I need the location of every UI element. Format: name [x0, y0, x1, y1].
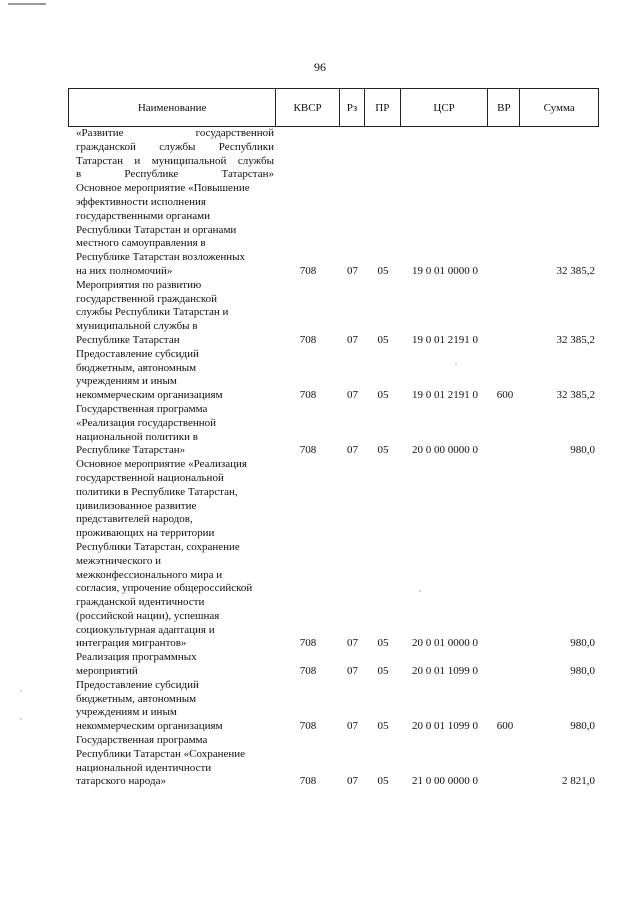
row-pr: 05 [377, 637, 389, 650]
row-name-line: Основное мероприятие «Повышение [76, 182, 250, 195]
row-name-line: Государственная программа [76, 402, 208, 415]
table-row [68, 403, 599, 458]
row-rz: 07 [347, 264, 358, 277]
header-kvsr: КВСР [276, 89, 340, 126]
row-name-line: татарского народа» [76, 775, 166, 788]
row-name-line: Республики Татарстан и органами [76, 223, 237, 236]
row-pr: 05 [377, 389, 389, 402]
table-header [68, 88, 599, 127]
row-vr: 600 [496, 389, 514, 402]
row-name [68, 403, 276, 458]
table-body [68, 127, 599, 789]
row-kvsr: 708 [299, 389, 317, 402]
row-name-line: некоммерческим организациям [76, 389, 223, 402]
row-name-line: бюджетным, автономным [76, 692, 197, 705]
row-csr: 20 0 01 1099 0 [412, 720, 478, 733]
row-name-line: Предоставление субсидий [76, 347, 199, 360]
row-name-line: цивилизованное развитие [76, 499, 197, 512]
row-pr: 05 [377, 444, 389, 457]
row-sum: 980,0 [570, 720, 595, 733]
row-name-line: службы Республики Татарстан и [76, 306, 229, 319]
scan-speck [20, 690, 22, 692]
row-name [68, 279, 276, 348]
row-kvsr: 708 [299, 665, 317, 678]
row-name-line: государственной гражданской [76, 292, 218, 305]
row-name-line: национальной политики в [76, 430, 198, 443]
row-pr: 05 [377, 775, 389, 788]
row-name-line: эффективности исполнения [76, 195, 206, 208]
row-rz: 07 [347, 775, 358, 788]
row-csr: 20 0 01 1099 0 [412, 665, 478, 678]
row-name-line: Реализация программных [76, 651, 197, 664]
row-name [68, 182, 276, 279]
row-rz: 07 [347, 665, 358, 678]
row-name-line: представителей народов, [76, 513, 193, 526]
row-pr: 05 [377, 720, 389, 733]
page-number: 96 [314, 60, 326, 74]
row-sum: 32 385,2 [556, 333, 595, 346]
row-pr: 05 [377, 333, 389, 346]
row-name-line: политики в Республике Татарстан, [76, 485, 238, 498]
scan-speck [419, 590, 421, 592]
row-name-line: Государственная программа [76, 734, 208, 747]
header-pr: ПР [365, 89, 401, 126]
row-name-line: межэтнического и [76, 554, 161, 567]
row-name-line: Основное мероприятие «Реализация [76, 458, 247, 471]
row-pr: 05 [377, 665, 389, 678]
row-name-line: учреждениям и иным [76, 706, 177, 719]
row-name-line: «Развитие государственной [76, 127, 274, 139]
row-kvsr: 708 [299, 333, 317, 346]
row-sum: 2 821,0 [562, 775, 595, 788]
table-row [68, 182, 599, 279]
row-name-line: бюджетным, автономным [76, 361, 197, 374]
row-rz: 07 [347, 389, 358, 402]
row-csr: 19 0 01 2191 0 [412, 333, 478, 346]
row-csr: 21 0 00 0000 0 [412, 775, 478, 788]
row-name-line: государственными органами [76, 209, 211, 222]
row-name [68, 127, 276, 182]
row-name-line: согласия, упрочение общероссийской [76, 582, 253, 595]
row-name-line: Предоставление субсидий [76, 678, 199, 691]
row-name-line: в Республике Татарстан» [76, 168, 274, 181]
row-kvsr: 708 [299, 637, 317, 650]
row-name-line: Мероприятия по развитию [76, 278, 202, 291]
row-name-line: мероприятий [76, 665, 138, 678]
table-row [68, 458, 599, 651]
row-kvsr: 708 [299, 720, 317, 733]
row-name [68, 679, 276, 734]
row-name-line: (российской нации), успешная [76, 609, 220, 622]
row-name [68, 458, 276, 651]
row-name-line: межконфессионального мира и [76, 568, 223, 581]
row-sum: 980,0 [570, 444, 595, 457]
row-name-line: муниципальной службы в [76, 320, 198, 333]
row-name-line: некоммерческим организациям [76, 720, 223, 733]
row-sum: 980,0 [570, 665, 595, 678]
row-kvsr: 708 [299, 444, 317, 457]
row-csr: 19 0 01 0000 0 [412, 264, 478, 277]
scan-speck [20, 718, 22, 720]
row-csr: 20 0 01 0000 0 [412, 637, 478, 650]
row-name-line: интеграция мигрантов» [76, 637, 187, 650]
scan-edge-mark [8, 3, 46, 5]
row-name-line: Республики Татарстан, сохранение [76, 540, 240, 553]
row-name-line: учреждениям и иным [76, 375, 177, 388]
header-name: Наименование [69, 89, 276, 126]
row-pr: 05 [377, 264, 389, 277]
row-name-line: Республики Татарстан «Сохранение [76, 747, 246, 760]
row-csr: 19 0 01 2191 0 [412, 389, 478, 402]
row-kvsr: 708 [299, 264, 317, 277]
row-rz: 07 [347, 444, 358, 457]
row-name-line: гражданской службы Республики [76, 140, 274, 153]
row-sum: 32 385,2 [556, 389, 595, 402]
row-name-line: Республике Татарстан [76, 333, 180, 346]
table-row [68, 734, 599, 789]
row-name-line: «Реализация государственной [76, 416, 217, 429]
row-vr: 600 [496, 720, 514, 733]
row-rz: 07 [347, 720, 358, 733]
row-name-line: местного самоуправления в [76, 237, 206, 250]
header-vr: ВР [488, 89, 520, 126]
row-name-line: Республике Татарстан» [76, 444, 186, 457]
scan-speck [455, 363, 457, 365]
row-rz: 07 [347, 333, 358, 346]
header-csr: ЦСР [401, 89, 489, 126]
row-sum: 32 385,2 [556, 264, 595, 277]
header-rz: Рз [340, 89, 365, 126]
row-name-line: на них полномочий» [76, 264, 173, 277]
row-kvsr: 708 [299, 775, 317, 788]
table-row [68, 651, 599, 679]
row-name [68, 651, 276, 679]
row-name-line: Республике Татарстан возложенных [76, 251, 246, 264]
header-sum: Сумма [543, 101, 575, 114]
row-csr: 20 0 00 0000 0 [412, 444, 478, 457]
table-row [68, 679, 599, 734]
row-sum: 980,0 [570, 637, 595, 650]
row-rz: 07 [347, 637, 358, 650]
table-row [68, 127, 599, 182]
row-name-line: Татарстан и муниципальной службы [76, 154, 274, 167]
row-name-line: социокультурная адаптация и [76, 623, 215, 636]
row-name [68, 348, 276, 403]
row-name-line: национальной идентичности [76, 761, 212, 774]
row-name-line: гражданской идентичности [76, 596, 205, 609]
table-row [68, 348, 599, 403]
row-name [68, 734, 276, 789]
row-name-line: проживающих на территории [76, 527, 215, 540]
row-name-line: государственной национальной [76, 471, 224, 484]
table-row [68, 279, 599, 348]
